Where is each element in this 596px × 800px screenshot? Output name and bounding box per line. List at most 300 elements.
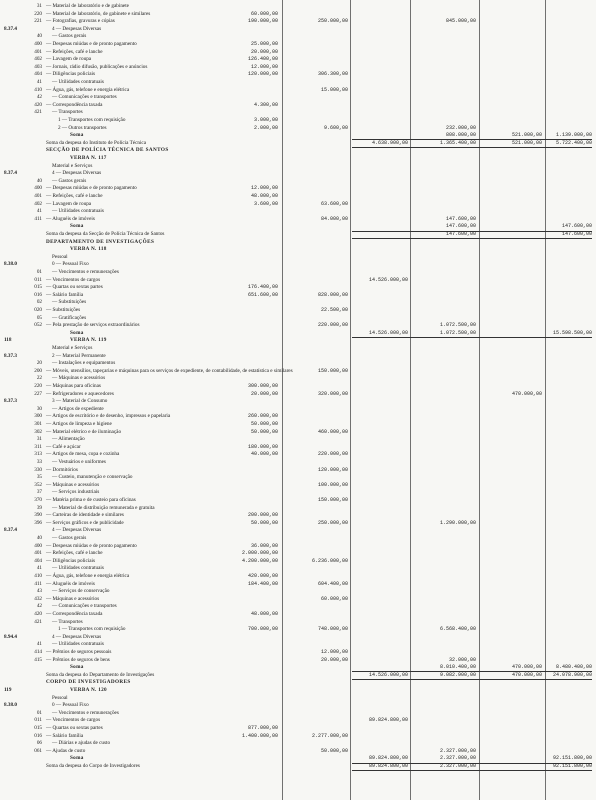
- amount-c4: 8.010.400,00: [439, 664, 476, 671]
- amount-c2: 15.000,00: [320, 86, 348, 93]
- table-row: [0, 459, 596, 466]
- table-row: [0, 193, 596, 200]
- amount-c1: 20.000,00: [250, 390, 278, 397]
- table-row: [0, 702, 596, 709]
- item-code: 220: [34, 383, 42, 389]
- item-label: — Café e açúcar: [46, 443, 81, 450]
- table-row: [0, 664, 596, 671]
- amount-c2: 320.000,00: [317, 390, 348, 397]
- item-code: 311: [34, 443, 42, 450]
- amount-c1: 50.000,00: [250, 428, 278, 435]
- item-label: 0 — Pessoal Fixo: [52, 261, 89, 268]
- item-label: — Comunicações e transportes: [52, 603, 117, 610]
- item-label: — Material de laboratório, de gabinete e similares: [46, 10, 151, 17]
- table-row: [0, 18, 596, 25]
- item-label: — Prêmios de seguros de bens: [46, 656, 110, 663]
- table-row: [0, 315, 596, 322]
- item-label: — Artigos de expediente: [52, 405, 104, 412]
- amount-c1: 260.000,00: [247, 413, 278, 420]
- item-code: 41: [36, 208, 42, 215]
- amount-c1: 40.000,00: [250, 451, 278, 458]
- table-row: [0, 398, 596, 405]
- table-row: [0, 535, 596, 542]
- table-row: [0, 383, 596, 390]
- table-row: [0, 543, 596, 550]
- item-code: 402: [34, 56, 42, 63]
- amount-c2: 460.000,00: [317, 428, 348, 435]
- table-row: [0, 345, 596, 352]
- item-label: — Matéria prima e de custeio para oficinas: [46, 497, 136, 503]
- item-label: Soma: [70, 223, 84, 230]
- table-row: [0, 254, 596, 261]
- item-label: — Água, gás, telefone e energia elétrica: [46, 573, 130, 579]
- item-label: — Quartas ou sextas partes: [46, 725, 103, 731]
- item-code: 33: [36, 459, 42, 465]
- item-code: 02: [36, 299, 42, 306]
- table-row: [0, 588, 596, 595]
- item-code: 420: [34, 611, 42, 617]
- item-code: 421: [34, 618, 42, 625]
- table-row: [0, 558, 596, 565]
- table-row: [0, 353, 596, 360]
- item-label: — Máquinas e acessórios: [46, 481, 100, 488]
- table-row: [0, 436, 596, 443]
- item-code: 313: [34, 451, 42, 458]
- table-row: [0, 155, 596, 162]
- item-label: — Aluguéis de imóveis: [46, 215, 95, 222]
- item-code: 05: [36, 314, 42, 321]
- amount-c4: 232.000,00: [445, 124, 476, 131]
- item-code: 40: [36, 177, 42, 184]
- table-row: [0, 322, 596, 329]
- item-code: 411: [34, 580, 42, 587]
- item-label: — Gastos gerais: [52, 33, 87, 40]
- item-code: 020: [34, 307, 42, 313]
- item-label: — Utilidades contratuais: [52, 641, 104, 648]
- table-row: [0, 444, 596, 451]
- amount-c6: 92.151.800,00: [552, 755, 592, 762]
- amount-c2: 60.000,00: [320, 595, 348, 602]
- section-code: 8.37.3: [4, 398, 17, 405]
- item-code: 30: [36, 405, 42, 412]
- table-row: [0, 337, 596, 344]
- table-row: [0, 292, 596, 299]
- amount-c2: 6.236.000,00: [311, 557, 348, 564]
- amount-c1: 2.000.000,00: [241, 550, 278, 557]
- table-row: [0, 406, 596, 413]
- item-code: 396: [34, 519, 42, 526]
- item-label: — Correspondência taxada: [46, 611, 103, 617]
- item-label: — Despesas miúdas e de pronto pagamento: [46, 542, 137, 549]
- table-row: [0, 679, 596, 686]
- table-row: [0, 79, 596, 86]
- item-label: — Salário família: [46, 291, 84, 298]
- item-label: — Vencimentos e remunerações: [52, 709, 119, 716]
- item-label: — Material elétrico e de iluminação: [46, 428, 122, 435]
- table-row: [0, 687, 596, 694]
- item-label: — Comunicações e transportes: [52, 94, 117, 101]
- table-row: [0, 733, 596, 740]
- table-row: [0, 748, 596, 755]
- amount-c4: 845.000,00: [445, 18, 476, 25]
- table-row: [0, 573, 596, 580]
- item-label: — Artigos de escritório e de desenho, impressos e papelaria: [46, 413, 171, 420]
- item-code: 400: [34, 41, 42, 47]
- amount-c6: 15.598.500,00: [552, 329, 592, 336]
- table-row: [0, 672, 596, 679]
- item-code: 401: [34, 193, 42, 199]
- item-label: — Artigos de limpeza e higiene: [46, 421, 112, 427]
- item-label: — Refeições, café e lanche: [46, 550, 103, 557]
- table-row: [0, 474, 596, 481]
- item-label: — Instalações e equipamentos: [52, 360, 116, 367]
- table-row: [0, 360, 596, 367]
- table-row: [0, 451, 596, 458]
- item-label: — Dormitórios: [46, 466, 78, 473]
- table-row: [0, 64, 596, 71]
- item-label: — Vencimentos de cargos: [46, 276, 101, 283]
- table-row: [0, 717, 596, 724]
- item-label: CORPO DE INVESTIGADORES: [46, 679, 131, 686]
- amount-c4: 9.082.900,00: [439, 671, 476, 678]
- item-label: — Gastos gerais: [52, 535, 87, 541]
- table-row: [0, 763, 596, 770]
- item-code: 411: [34, 215, 42, 222]
- item-label: — Aluguéis de imóveis: [46, 580, 95, 587]
- table-row: [0, 429, 596, 436]
- amount-c2: 2.277.000,00: [311, 732, 348, 739]
- amount-c5: 521.000,00: [511, 132, 542, 139]
- table-row: [0, 109, 596, 116]
- section-code: 118: [4, 337, 12, 344]
- table-row: [0, 512, 596, 519]
- item-label: — Alimentação: [52, 436, 85, 443]
- item-label: — Utilidades contratuais: [52, 208, 104, 215]
- item-label: — Gratificações: [52, 314, 87, 321]
- item-label: — Fotografias, gravuras e cópias: [46, 18, 115, 25]
- amount-c2: 120.000,00: [317, 466, 348, 473]
- amount-c2: 250.000,00: [317, 18, 348, 25]
- amount-c1: 4.300,00: [253, 101, 278, 108]
- item-code: 016: [34, 732, 42, 739]
- amount-c3: 89.824.800,00: [368, 763, 408, 769]
- item-code: 42: [36, 94, 42, 101]
- item-code: 227: [34, 390, 42, 397]
- table-row: [0, 170, 596, 177]
- amount-c3: 14.526.000,00: [368, 671, 408, 678]
- item-code: 410: [34, 86, 42, 93]
- item-code: 402: [34, 200, 42, 207]
- item-code: 015: [34, 284, 42, 291]
- item-label: — Substituições: [46, 307, 81, 313]
- item-label: — Artigos de mesa, copa e cozinha: [46, 451, 120, 458]
- item-label: Pessoal: [52, 694, 68, 701]
- item-label: 3 — Material de Consumo: [52, 398, 108, 405]
- item-label: — Móveis, utensílios, tapeçarias e máquinas para os serviços de expediente, de contabilidade, de estatística e similares: [46, 367, 293, 374]
- item-label: — Material de distribuição remunerada e gratuita: [52, 504, 155, 511]
- section-code: 8.94.4: [4, 633, 17, 640]
- item-code: 432: [34, 595, 42, 602]
- item-code: 302: [34, 428, 42, 435]
- amount-c2: 220.000,00: [317, 451, 348, 458]
- item-label: — Despesas miúdas e de pronto pagamento: [46, 41, 137, 47]
- item-code: 39: [36, 504, 42, 511]
- item-label: — Serviços de conservação: [52, 588, 110, 595]
- table-row: [0, 740, 596, 747]
- total-rule: [352, 770, 592, 771]
- amount-c3: 4.638.900,00: [371, 139, 408, 146]
- item-code: 40: [36, 33, 42, 40]
- item-label: — Material de laboratório e de gabinete: [46, 3, 129, 9]
- table-row: [0, 71, 596, 78]
- item-code: 011: [34, 717, 42, 724]
- table-row: [0, 41, 596, 48]
- item-code: 404: [34, 557, 42, 564]
- item-label: — Vencimentos e remunerações: [52, 269, 119, 275]
- item-code: 400: [34, 542, 42, 549]
- amount-c2: 828.000,00: [317, 291, 348, 298]
- item-code: 31: [36, 436, 42, 443]
- amount-c2: 9.600,00: [323, 124, 348, 131]
- amount-c1: 651.600,00: [247, 291, 278, 298]
- table-row: [0, 603, 596, 610]
- item-label: — Custeio, manutenção e conservação: [52, 474, 133, 481]
- table-row: [0, 208, 596, 215]
- amount-c5: 470.000,00: [511, 671, 542, 678]
- amount-c2: 20.000,00: [320, 656, 348, 663]
- table-row: [0, 33, 596, 40]
- item-label: — Despesas miúdas e de pronto pagamento: [46, 185, 137, 192]
- amount-c4: 2.327.000,00: [439, 755, 476, 762]
- table-row: [0, 649, 596, 656]
- item-code: 41: [36, 565, 42, 572]
- item-label: 4 — Despesas Diversas: [52, 527, 102, 534]
- item-code: 22: [36, 375, 42, 382]
- amount-c1: 60.000,00: [250, 10, 278, 17]
- item-label: DEPARTAMENTO DE INVESTIGAÇÕES: [46, 238, 155, 245]
- amount-c1: 420.000,00: [247, 573, 278, 579]
- item-label: 2 — Material Permanente: [52, 352, 106, 359]
- item-label: SECÇÃO DE POLÍCIA TÉCNICA DE SANTOS: [46, 147, 169, 154]
- item-code: 301: [34, 421, 42, 427]
- table-row: [0, 611, 596, 618]
- table-row: [0, 725, 596, 732]
- item-code: 015: [34, 725, 42, 731]
- item-label: — Lavagem de roupa: [46, 56, 92, 63]
- amount-c3: 89.824.800,00: [368, 755, 408, 762]
- item-label: VERBA N. 120: [70, 687, 107, 693]
- table-row: [0, 641, 596, 648]
- item-label: — Refeições, café e lanche: [46, 193, 103, 199]
- table-row: [0, 482, 596, 489]
- item-label: — Gastos gerais: [52, 177, 87, 184]
- amount-c1: 190.000,00: [247, 18, 278, 25]
- table-row: [0, 125, 596, 132]
- table-row: [0, 231, 596, 238]
- amount-c6: 147.600,00: [561, 231, 592, 237]
- table-row: [0, 505, 596, 512]
- amount-c6: 1.139.000,00: [555, 132, 592, 139]
- amount-c1: 184.400,00: [247, 580, 278, 587]
- amount-c1: 50.000,00: [250, 421, 278, 427]
- item-label: Soma: [70, 132, 84, 139]
- item-label: 4 — Despesas Diversas: [52, 170, 102, 177]
- amount-c1: 200.000,00: [247, 512, 278, 519]
- amount-c4: 2.327.000,00: [439, 747, 476, 754]
- amount-c6: 24.078.900,00: [552, 671, 592, 678]
- table-row: [0, 695, 596, 702]
- table-row: [0, 421, 596, 428]
- amount-c1: 1.400.000,00: [241, 732, 278, 739]
- table-row: [0, 550, 596, 557]
- amount-c2: 12.000,00: [320, 649, 348, 655]
- table-row: [0, 375, 596, 382]
- amount-c4: 147.600,00: [445, 223, 476, 230]
- table-row: [0, 710, 596, 717]
- item-label: Soma: [70, 664, 84, 671]
- amount-c4: 1.072.500,00: [439, 322, 476, 329]
- amount-c4: 1.365.400,00: [439, 139, 476, 146]
- amount-c4: 2.327.000,00: [439, 763, 476, 769]
- table-row: [0, 163, 596, 170]
- table-row: [0, 520, 596, 527]
- item-label: — Jornais, rádio difusão, publicações e anúncios: [46, 63, 148, 70]
- item-code: 404: [34, 71, 42, 78]
- item-code: 421: [34, 109, 42, 116]
- table-row: [0, 467, 596, 474]
- item-label: VERBA N. 118: [70, 246, 107, 253]
- amount-c4: 32.000,00: [448, 656, 476, 663]
- item-code: 42: [36, 603, 42, 610]
- item-label: — Transportes: [52, 109, 83, 116]
- table-row: [0, 497, 596, 504]
- item-label: 0 — Pessoal Fixo: [52, 702, 89, 709]
- amount-c2: 250.000,00: [317, 519, 348, 526]
- item-code: 220: [34, 10, 42, 17]
- item-code: 40: [36, 535, 42, 541]
- table-row: [0, 201, 596, 208]
- item-label: Soma da despesa da Secção de Polícia Técnica de Santos: [46, 231, 165, 237]
- section-code: 8.37.4: [4, 170, 17, 177]
- item-label: — Refrigeradores e aquecedores: [46, 390, 114, 397]
- item-label: — Máquinas e acessórios: [46, 595, 100, 602]
- section-code: 119: [4, 687, 12, 693]
- item-label: — Prêmios de seguros pessoais: [46, 649, 112, 655]
- section-code: 8.38.0: [4, 702, 17, 709]
- item-code: 41: [36, 641, 42, 648]
- table-row: [0, 277, 596, 284]
- amount-c4: 6.568.400,00: [439, 626, 476, 633]
- amount-c4: 147.600,00: [445, 231, 476, 237]
- item-code: 016: [34, 291, 42, 298]
- table-row: [0, 216, 596, 223]
- table-row: [0, 3, 596, 10]
- amount-c2: 748.000,00: [317, 626, 348, 633]
- table-row: [0, 565, 596, 572]
- amount-c1: 126.400,00: [247, 56, 278, 63]
- table-row: [0, 246, 596, 253]
- item-code: 41: [36, 79, 42, 85]
- amount-c2: 50.000,00: [320, 747, 348, 754]
- item-label: — Transportes: [52, 618, 83, 625]
- amount-c1: 50.000,00: [250, 519, 278, 526]
- item-label: — Substituições: [52, 299, 87, 306]
- amount-c1: 12.000,00: [250, 63, 278, 70]
- item-label: — Pela prestação de serviços extraordinários: [46, 322, 140, 329]
- table-row: [0, 94, 596, 101]
- item-label: Soma da despesa do Departamento de Investigações: [46, 671, 155, 678]
- item-label: 1 — Transportes com requisição: [58, 626, 126, 633]
- amount-c3: 89.824.800,00: [368, 717, 408, 724]
- amount-c1: 3.600,00: [253, 200, 278, 207]
- amount-c2: 604.400,00: [317, 580, 348, 587]
- item-label: — Diligências policiais: [46, 71, 95, 78]
- item-code: 390: [34, 512, 42, 519]
- item-code: 011: [34, 276, 42, 283]
- amount-c6: 5.722.400,00: [555, 139, 592, 146]
- table-row: [0, 330, 596, 337]
- item-code: 43: [36, 588, 42, 595]
- amount-c1: 3.000,00: [253, 117, 278, 123]
- table-row: [0, 284, 596, 291]
- amount-c2: 63.600,00: [320, 200, 348, 207]
- item-label: — Diligências policiais: [46, 557, 95, 564]
- item-label: Pessoal: [52, 253, 68, 260]
- item-label: Material e Serviços: [52, 345, 93, 351]
- amount-c1: 2.000,00: [253, 124, 278, 131]
- section-code: 8.38.0: [4, 261, 17, 268]
- table-row: [0, 185, 596, 192]
- item-label: — Correspondência taxada: [46, 101, 103, 108]
- table-row: [0, 102, 596, 109]
- item-label: — Máquinas para oficinas: [46, 383, 101, 389]
- amount-c1: 20.000,00: [250, 48, 278, 55]
- amount-c3: 14.526.000,00: [368, 329, 408, 336]
- table-row: [0, 140, 596, 147]
- amount-c1: 12.000,00: [250, 185, 278, 192]
- amount-c2: 22.500,00: [320, 307, 348, 313]
- item-label: VERBA N. 117: [70, 155, 107, 161]
- table-row: [0, 626, 596, 633]
- amount-c4: 1.290.000,00: [439, 519, 476, 526]
- item-code: 401: [34, 550, 42, 557]
- item-label: — Utilidades contratuais: [52, 565, 104, 572]
- amount-c4: 147.600,00: [445, 215, 476, 222]
- item-code: 414: [34, 649, 42, 655]
- item-code: 35: [36, 474, 42, 481]
- item-label: — Água, gás, telefone e energia elétrica: [46, 86, 130, 93]
- table-row: [0, 87, 596, 94]
- amount-c2: 150.000,00: [317, 497, 348, 503]
- item-label: — Serviços industriais: [52, 489, 100, 496]
- table-row: [0, 49, 596, 56]
- amount-c4: 1.072.500,00: [439, 329, 476, 336]
- amount-c1: 176.400,00: [247, 284, 278, 291]
- item-label: — Salário família: [46, 732, 84, 739]
- item-label: — Vencimentos de cargos: [46, 717, 101, 724]
- item-code: 415: [34, 656, 42, 663]
- table-row: [0, 223, 596, 230]
- table-row: [0, 596, 596, 603]
- item-label: — Utilidades contratuais: [52, 79, 104, 85]
- item-label: — Carteiras de identidade e similares: [46, 512, 124, 519]
- item-code: 200: [34, 367, 42, 374]
- amount-c6: 147.600,00: [561, 223, 592, 230]
- item-label: — Quartas ou sextas partes: [46, 284, 103, 291]
- item-code: 401: [34, 48, 42, 55]
- item-code: 37: [36, 489, 42, 496]
- item-label: 4 — Despesas Diversas: [52, 633, 102, 640]
